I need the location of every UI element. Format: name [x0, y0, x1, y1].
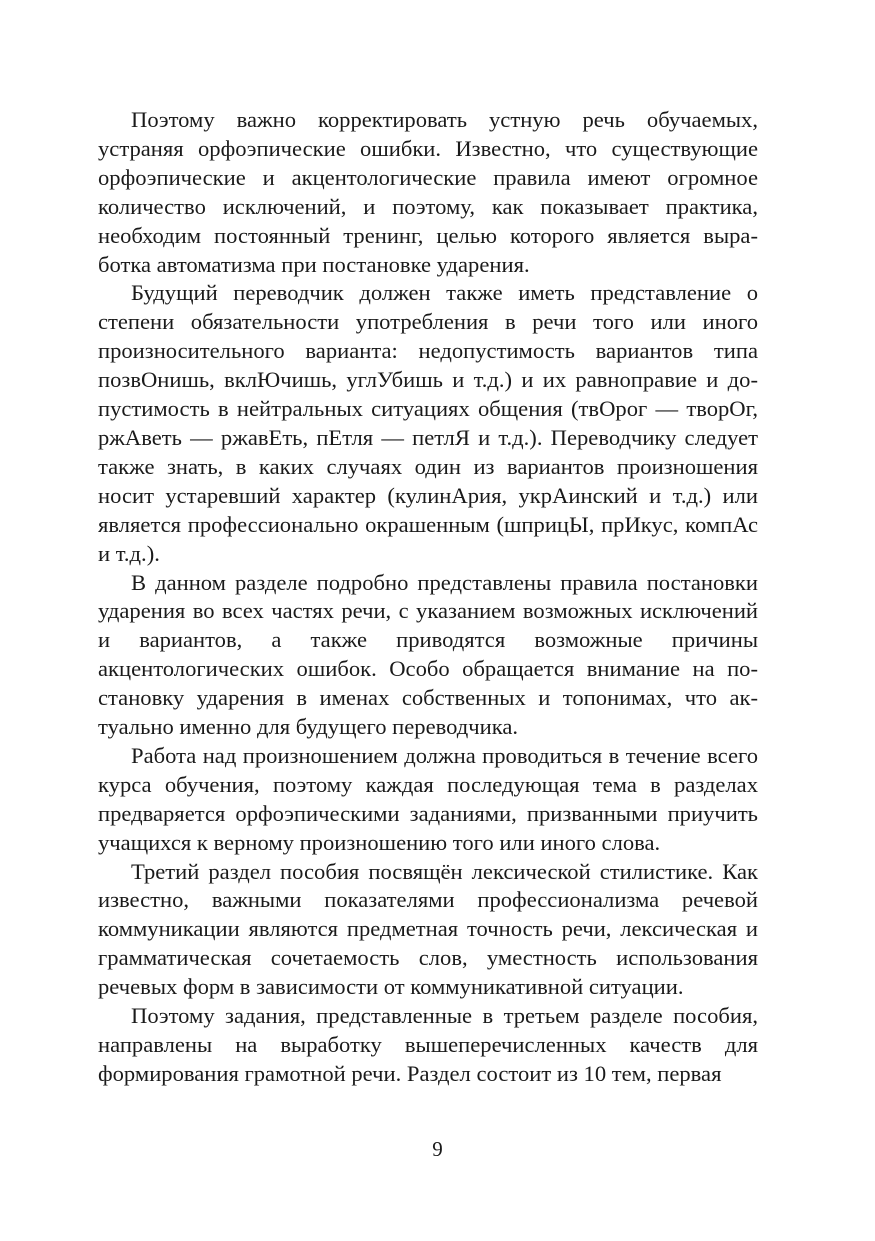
page-number: 9 — [432, 1137, 443, 1161]
page-body — [98, 106, 758, 1089]
paragraph-5: Третий раздел пособия посвящён лексической стилистике. Как известно, важными показателями профессионализма речевой коммуникации являются предметная точность речи, лексическая и грамматическая сочетаемость слов, уместность использования речевых форм в зависимости от коммуникативной ситуации. — [98, 858, 758, 1000]
paragraph-6: Поэтому задания, представленные в третьем разделе пособия, направлены на выработку вышеперечисленных качеств для формирования грамотной речи. Раздел состоит из 10 тем, первая — [98, 1003, 758, 1086]
paragraph-2: Будущий переводчик должен также иметь представление о степени обязательности употребления в речи того или иного произносительного варианта: недопустимость вариантов типа позвОнишь, вклЮчишь, углУбишь и т.д.) и их равноправие и допустимость в нейтральных ситуациях общения (твОрог — творОг, ржАветь — ржавЕть, пЕтля — петлЯ и т.д.). Переводчику следует также знать, в каких случаях один из вариантов произношения носит устаревший характер (кулинАрия, укрАинский и т.д.) или является профессионально окрашенным (шприцЫ, прИкус, компАс и т.д.). — [98, 280, 758, 566]
paragraph-4: Работа над произношением должна проводиться в течение всего курса обучения, поэтому каждая последующая тема в разделах предваряется орфоэпическими заданиями, призванными приучить учащихся к верному произношению того или иного слова. — [98, 742, 758, 855]
paragraph-3: В данном разделе подробно представлены правила постановки ударения во всех частях речи, с указанием возможных исключений и вариантов, а также приводятся возможные причины акцентологических ошибок. Особо обращается внимание на постановку ударения в именах собственных и топонимах, что актуально именно для будущего переводчика. — [98, 569, 758, 740]
paragraph-1: Поэтому важно корректировать устную речь обучаемых, устраняя орфоэпические ошибки. Известно, что существующие орфоэпические и акцентологические правила имеют огромное количество исключений, и поэтому, как показывает практика, необходим постоянный тренинг, целью которого является выработка автоматизма при постановке ударения. — [98, 107, 758, 277]
